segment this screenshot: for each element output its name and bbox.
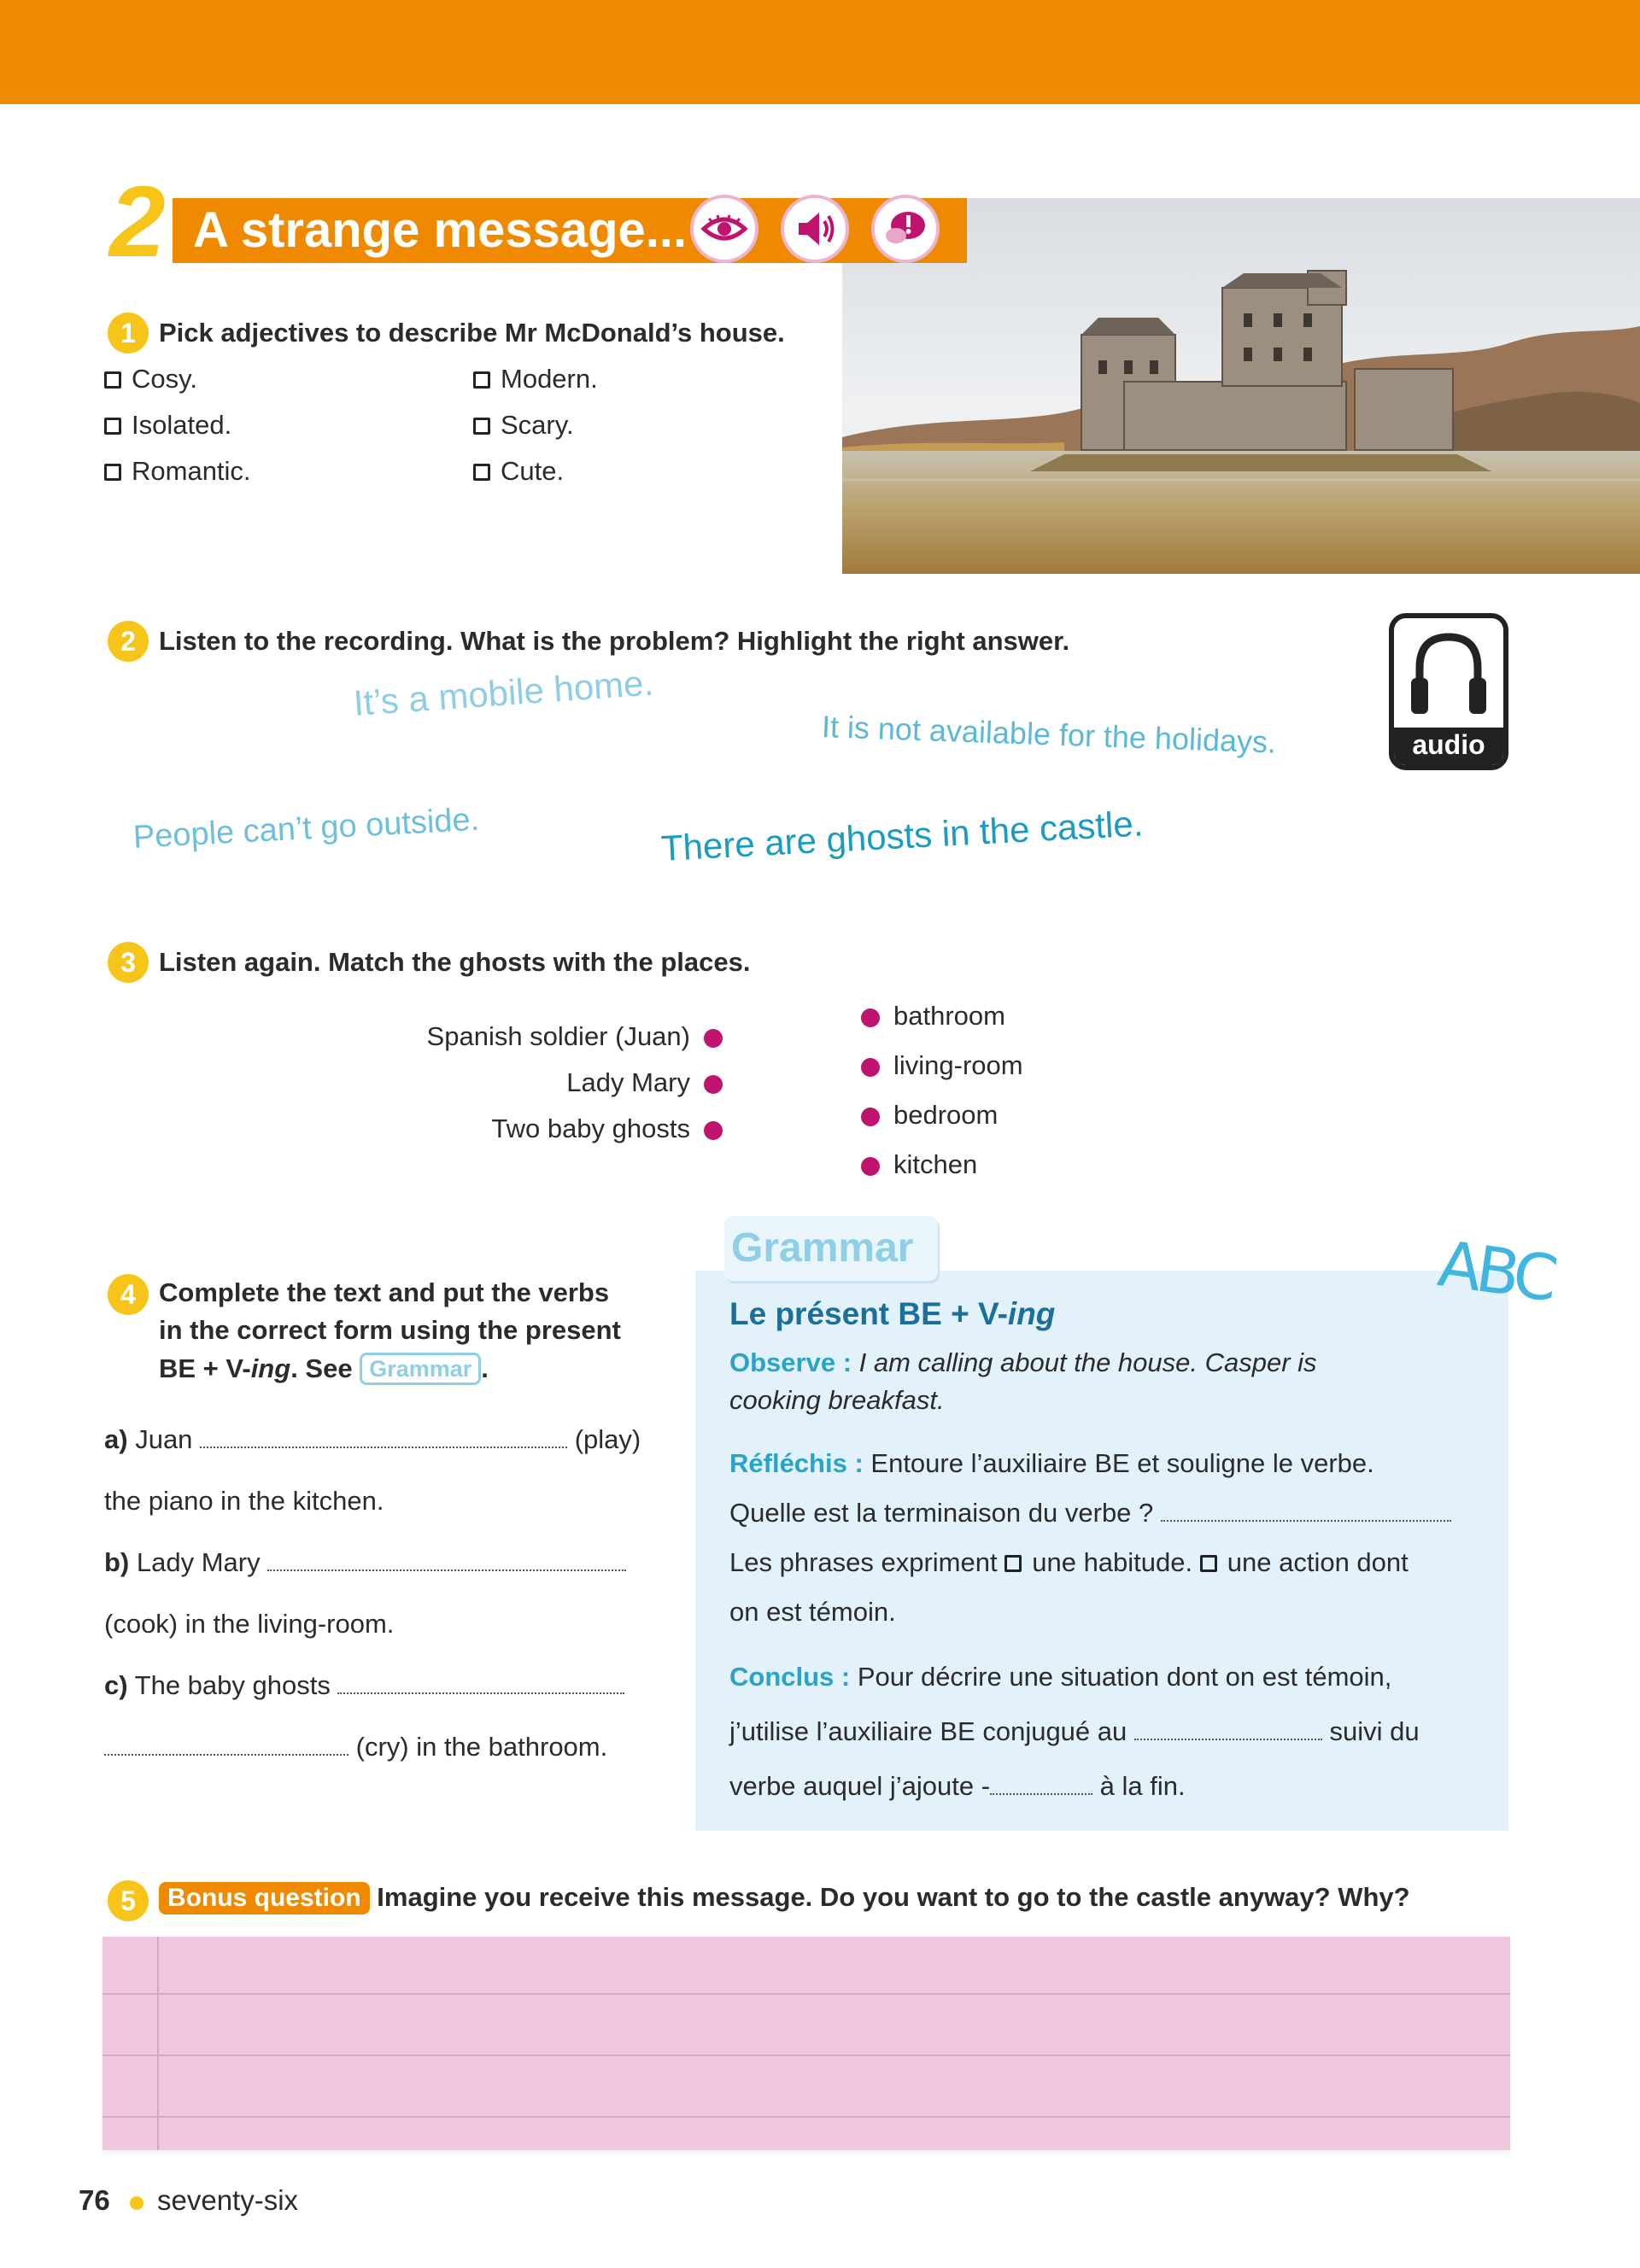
phrases-line: Les phrases expriment une habitude. une action dont (729, 1547, 1409, 1577)
checkbox[interactable] (473, 464, 490, 481)
abc-decoration: ABC (1433, 1227, 1558, 1316)
conclus-line-3: verbe auquel j’ajoute - à la fin. (729, 1771, 1186, 1801)
match-dot[interactable] (704, 1121, 723, 1140)
option-romantic[interactable]: Romantic. (104, 456, 251, 487)
option-isolated[interactable]: Isolated. (104, 410, 231, 441)
top-banner (0, 0, 1640, 104)
grammar-tab-label: Grammar (731, 1225, 914, 1271)
answer-mobile-home[interactable]: It’s a mobile home. (352, 662, 655, 723)
place-kitchen: kitchen (893, 1149, 978, 1179)
exercise-5-question: Bonus question Imagine you receive this message. Do you want to go to the castle anyway? Why? (159, 1882, 1410, 1914)
ghost-baby-ghosts: Two baby ghosts (491, 1114, 690, 1143)
sentence-c: c) The baby ghosts (104, 1670, 624, 1701)
match-dot[interactable] (861, 1108, 880, 1126)
audio-button[interactable] (1389, 613, 1508, 770)
conclus-line-1: Conclus : Pour décrire une situation dont on est témoin, (729, 1662, 1392, 1692)
conclus-line-2: j’utilise l’auxiliaire BE conjugué au suivi du (729, 1716, 1420, 1746)
option-cute[interactable]: Cute. (473, 456, 564, 487)
option-scary[interactable]: Scary. (473, 410, 574, 441)
exercise-3-number: 3 (108, 942, 149, 983)
grammar-heading: Le présent BE + V-ing (729, 1296, 1056, 1331)
paper-ruling (102, 2116, 1510, 2118)
audio-label: audio (1394, 728, 1503, 765)
exercise-4-question-line3: BE + V-ing. See Grammar . (159, 1353, 489, 1383)
answer-blank[interactable] (1161, 1499, 1451, 1522)
checkbox[interactable] (1004, 1555, 1022, 1572)
exercise-3-question: Listen again. Match the ghosts with the places. (159, 947, 751, 977)
sentence-b: b) Lady Mary (104, 1547, 626, 1578)
answer-blank[interactable] (104, 1733, 348, 1756)
exercise-5-number: 5 (108, 1880, 149, 1921)
grammar-link[interactable]: Grammar (360, 1353, 481, 1385)
footer-dot (130, 2196, 144, 2210)
page-title: A strange message... (193, 202, 688, 258)
ghost-lady-mary: Lady Mary (566, 1067, 690, 1097)
paper-ruling (102, 1993, 1510, 1995)
observe-line-2: cooking breakfast. (729, 1385, 945, 1415)
bonus-badge: Bonus question (159, 1882, 370, 1914)
answer-paper[interactable] (102, 1937, 1510, 2150)
checkbox[interactable] (104, 371, 121, 389)
option-cosy[interactable]: Cosy. (104, 364, 197, 395)
paper-margin (157, 1937, 159, 2150)
speech-bubble-icon (871, 195, 940, 263)
place-living-room: living-room (893, 1050, 1023, 1080)
answer-cant-go-outside[interactable]: People can’t go outside. (132, 801, 481, 856)
checkbox[interactable] (104, 464, 121, 481)
checkbox[interactable] (1200, 1555, 1217, 1572)
unit-number: 2 (109, 166, 166, 278)
match-dot[interactable] (861, 1157, 880, 1176)
answer-blank[interactable] (267, 1549, 626, 1571)
exercise-4-number: 4 (108, 1274, 149, 1315)
observe-line-1: Observe : I am calling about the house. Casper is (729, 1347, 1317, 1377)
checkbox[interactable] (104, 418, 121, 435)
exercise-4-question-line2: in the correct form using the present (159, 1315, 621, 1345)
exercise-4-question-line1: Complete the text and put the verbs (159, 1277, 610, 1307)
answer-blank[interactable] (200, 1426, 567, 1448)
match-dot[interactable] (861, 1058, 880, 1077)
phrases-line-2: on est témoin. (729, 1597, 896, 1627)
answer-blank[interactable] (1134, 1718, 1322, 1740)
paper-ruling (102, 2055, 1510, 2056)
exercise-2-question: Listen to the recording. What is the problem? Highlight the right answer. (159, 626, 1070, 656)
answer-blank[interactable] (337, 1672, 624, 1694)
exercise-1-number: 1 (108, 313, 149, 354)
sentence-b-rest: (cook) in the living-room. (104, 1609, 395, 1639)
question-line: Quelle est la terminaison du verbe ? (729, 1498, 1451, 1529)
match-dot[interactable] (861, 1008, 880, 1027)
sentence-a: a) Juan (play) (104, 1424, 641, 1454)
speaker-icon (781, 195, 849, 263)
ghost-juan: Spanish soldier (Juan) (426, 1021, 690, 1051)
place-bathroom: bathroom (893, 1001, 1005, 1031)
answer-blank[interactable] (990, 1773, 1092, 1795)
match-dot[interactable] (704, 1075, 723, 1094)
match-dot[interactable] (704, 1029, 723, 1048)
checkbox[interactable] (473, 371, 490, 389)
checkbox[interactable] (473, 418, 490, 435)
page-number: 76 (79, 2184, 110, 2216)
option-modern[interactable]: Modern. (473, 364, 598, 395)
exercise-2-number: 2 (108, 621, 149, 662)
eye-icon (690, 195, 758, 263)
sentence-c-rest: (cry) in the bathroom. (104, 1732, 607, 1762)
place-bedroom: bedroom (893, 1100, 999, 1130)
headphones-icon (1409, 627, 1488, 721)
answer-not-available[interactable]: It is not available for the holidays. (821, 709, 1277, 760)
answer-ghosts-in-castle[interactable]: There are ghosts in the castle. (659, 803, 1145, 868)
page-number-words: seventy-six (157, 2184, 299, 2216)
reflechis-line: Réfléchis : Entoure l’auxiliaire BE et souligne le verbe. (729, 1448, 1374, 1478)
exercise-1-question: Pick adjectives to describe Mr McDonald’s house. (159, 318, 785, 348)
sentence-a-rest: the piano in the kitchen. (104, 1486, 384, 1516)
